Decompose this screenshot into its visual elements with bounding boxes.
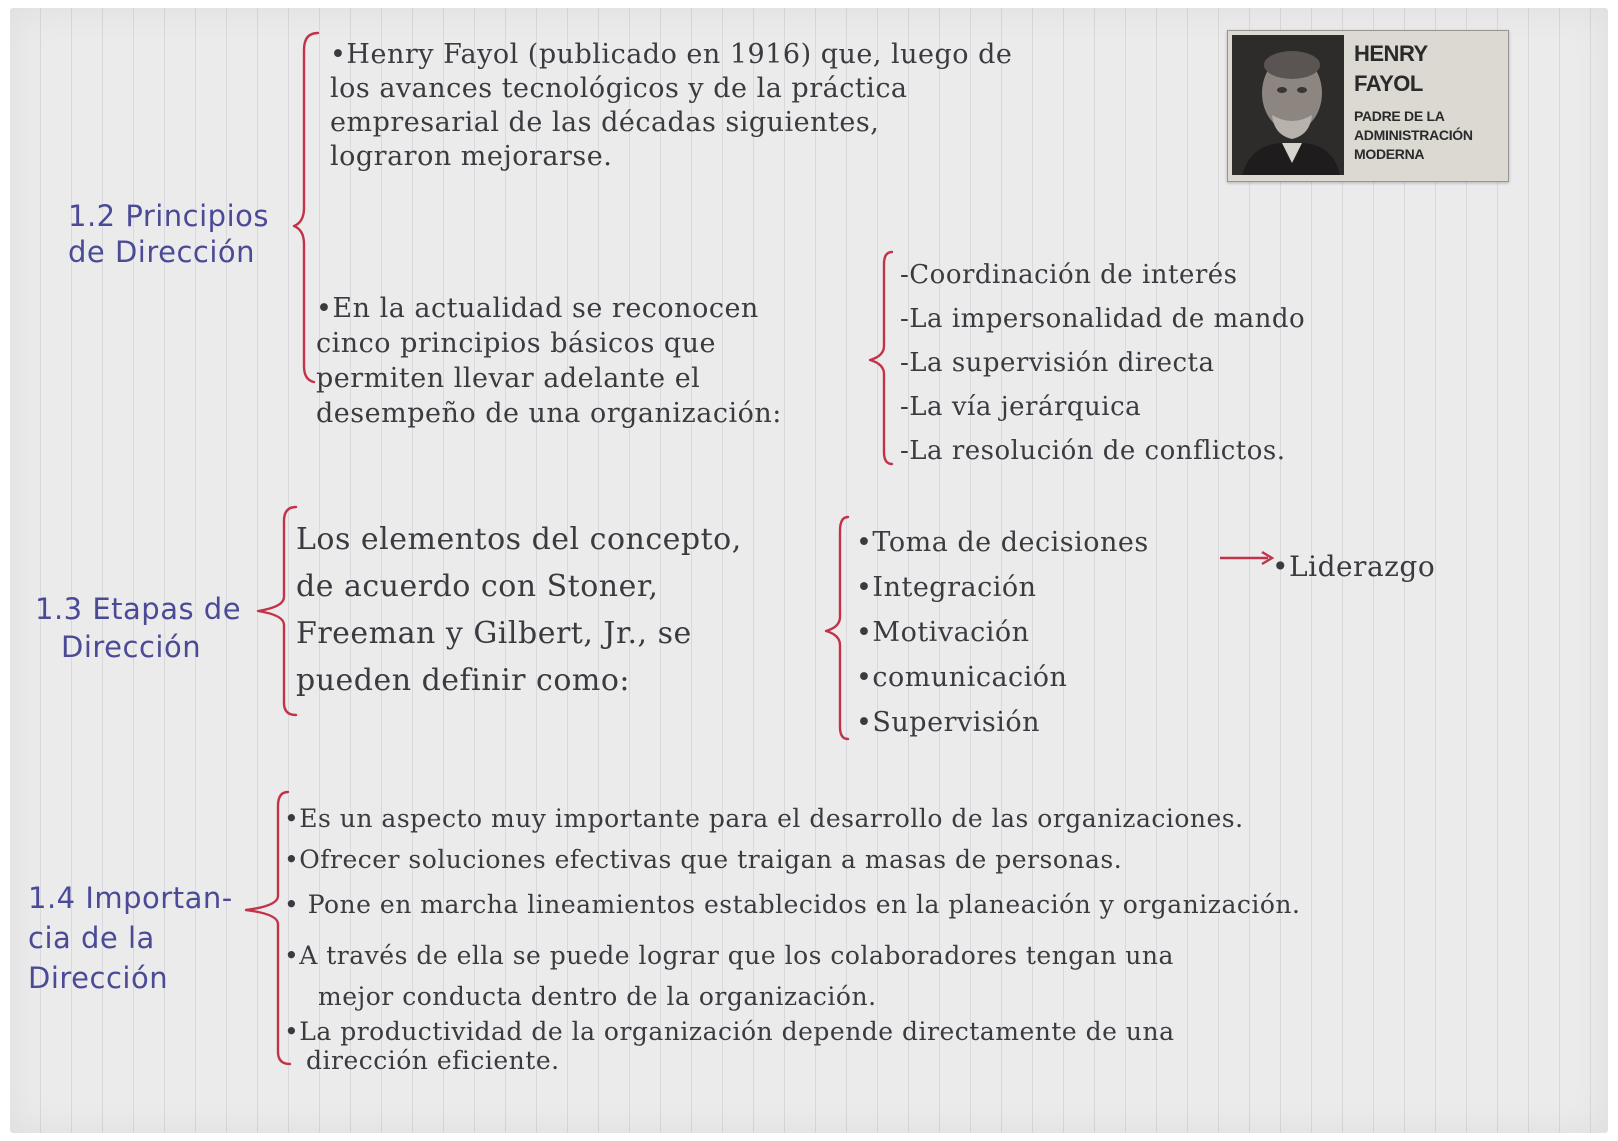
- stages-definition: Los elementos del concepto, de acuerdo con Stoner, Freeman y Gilbert, Jr., se pueden definir como:: [296, 522, 742, 698]
- fayol-paragraph: •Henry Fayol (publicado en 1916) que, luego de los avances tecnológicos y de la práctica empresarial de las décadas siguientes, lograron mejorarse.: [330, 39, 1013, 172]
- stages-list: •Toma de decisiones •Integración •Motivación •comunicación •Supervisión: [856, 527, 1149, 738]
- heading-1-3: 1.3 Etapas de Dirección: [35, 592, 242, 664]
- heading-1-4: 1.4 Importan- cia de la Dirección: [28, 881, 233, 995]
- list-item: • Pone en marcha lineamientos establecidos en la planeación y organización.: [284, 890, 1301, 919]
- importance-list: [284, 798, 1300, 1075]
- list-item: •Es un aspecto muy importante para el desarrollo de las organizaciones.: [284, 804, 1244, 833]
- arrow-icon: [1218, 548, 1278, 568]
- list-item: •A través de ella se puede lograr que los colaboradores tengan una: [284, 941, 1174, 970]
- principles-intro: •En la actualidad se reconocen cinco principios básicos que permiten llevar adelante el desempeño de una organización:: [316, 293, 782, 429]
- list-item: dirección eficiente.: [306, 1046, 560, 1075]
- card-subtitle: PADRE DE LA ADMINISTRACIÓN MODERNA: [1354, 108, 1473, 162]
- brace-principles: [862, 248, 902, 478]
- portrait-image: [1232, 35, 1344, 175]
- card-title: HENRY FAYOL: [1354, 41, 1428, 96]
- notebook-page: [10, 8, 1608, 1133]
- list-item: mejor conducta dentro de la organización.: [318, 982, 877, 1011]
- henry-fayol-photo-card: [1227, 30, 1509, 182]
- list-item: •Ofrecer soluciones efectivas que traigan a masas de personas.: [284, 845, 1123, 874]
- list-item: •La productividad de la organización depende directamente de una: [284, 1017, 1175, 1046]
- heading-1-2: 1.2 Principios de Dirección: [68, 199, 269, 269]
- principles-list: -Coordinación de interés -La impersonalidad de mando -La supervisión directa -La vía jerárquica -La resolución de conflictos.: [900, 260, 1306, 466]
- brace-stages: [818, 513, 858, 753]
- leadership-label: •Liderazgo: [1272, 550, 1436, 583]
